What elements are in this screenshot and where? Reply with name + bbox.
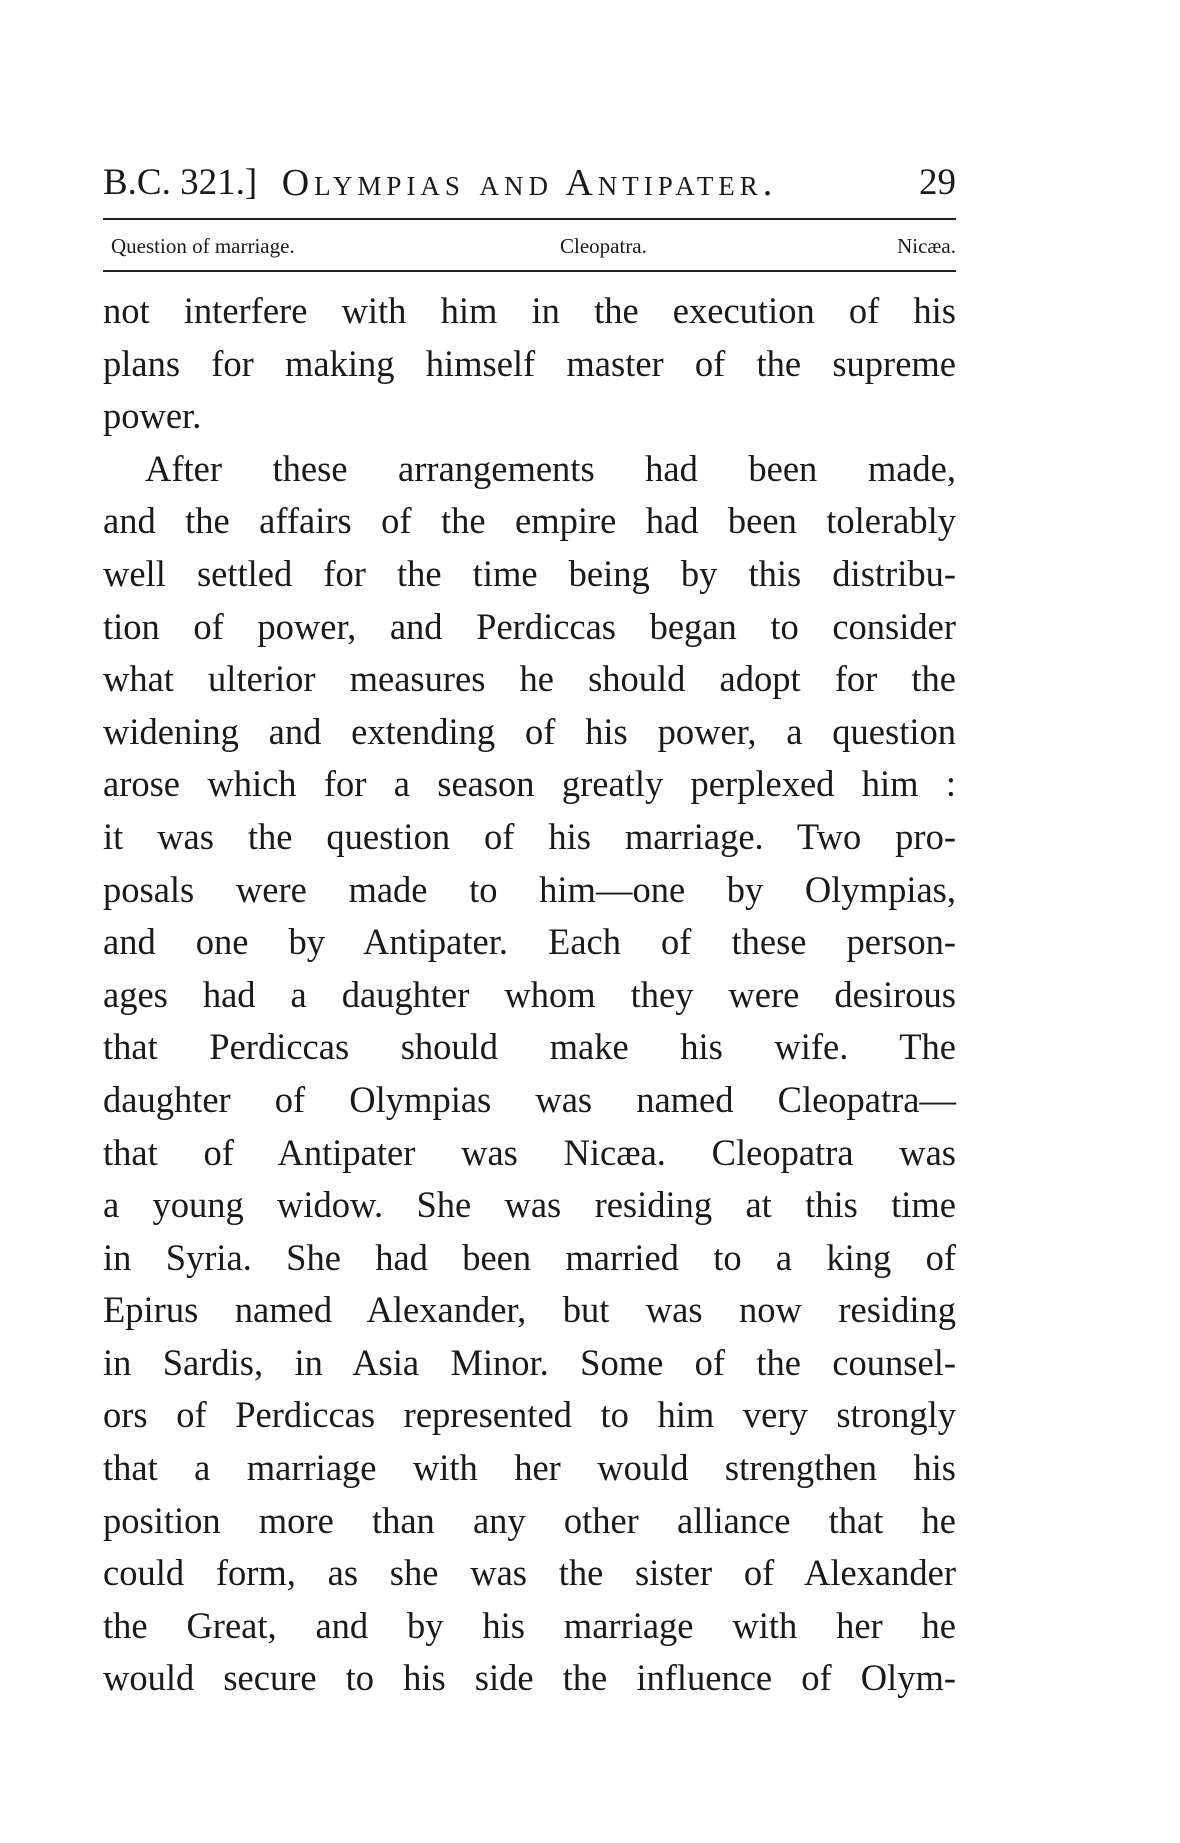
text-line: arose which for a season greatly perplexed him : [103, 763, 956, 805]
text-line: could form, as she was the sister of Alexander [103, 1552, 956, 1594]
running-head [103, 158, 956, 208]
header-rule-top [103, 218, 956, 220]
text-line: position more than any other alliance that he [103, 1499, 956, 1541]
text-line: ages had a daughter whom they were desirous [103, 973, 956, 1015]
sidenote-bar [103, 228, 956, 264]
text-line: posals were made to him—one by Olympias, [103, 868, 956, 910]
text-line: and the affairs of the empire had been tolerably [103, 500, 956, 542]
running-head-title: Olympias and Antipater. [281, 162, 778, 204]
running-head-date: B.C. 321.] [103, 162, 258, 203]
text-line: tion of power, and Perdiccas began to consider [103, 605, 956, 647]
text-line: and one by Antipater. Each of these person- [103, 921, 956, 963]
text-line: well settled for the time being by this distribu- [103, 552, 956, 594]
text-line: plans for making himself master of the supreme [103, 342, 956, 384]
text-line: that of Antipater was Nicæa. Cleopatra was [103, 1131, 956, 1173]
text-line: Epirus named Alexander, but was now residing [103, 1289, 956, 1331]
text-line: in Syria. She had been married to a king of [103, 1236, 956, 1278]
sidenote-center: Cleopatra. [560, 234, 647, 258]
text-line: ors of Perdiccas represented to him very strongly [103, 1394, 956, 1436]
text-line: what ulterior measures he should adopt for the [103, 658, 956, 700]
text-line: not interfere with him in the execution of his [103, 290, 956, 331]
text-line: that Perdiccas should make his wife. The [103, 1026, 956, 1068]
text-line: in Sardis, in Asia Minor. Some of the counsel- [103, 1341, 956, 1383]
text-line: that a marriage with her would strengthen his [103, 1447, 956, 1489]
page-number: 29 [919, 162, 956, 203]
text-line: it was the question of his marriage. Two pro- [103, 815, 956, 857]
sidenote-right: Nicæa. [897, 234, 956, 258]
text-line: a young widow. She was residing at this time [103, 1184, 956, 1226]
text-line: power. [103, 395, 202, 437]
body-text [103, 285, 956, 1705]
text-line: would secure to his side the influence of Olym- [103, 1657, 956, 1699]
text-line: the Great, and by his marriage with her he [103, 1604, 956, 1646]
text-line: widening and extending of his power, a question [103, 710, 956, 752]
header-rule-bottom [103, 270, 956, 272]
sidenote-left: Question of marriage. [111, 234, 295, 258]
text-line: After these arrangements had been made, [145, 447, 956, 489]
text-line: daughter of Olympias was named Cleopatra— [103, 1078, 956, 1120]
